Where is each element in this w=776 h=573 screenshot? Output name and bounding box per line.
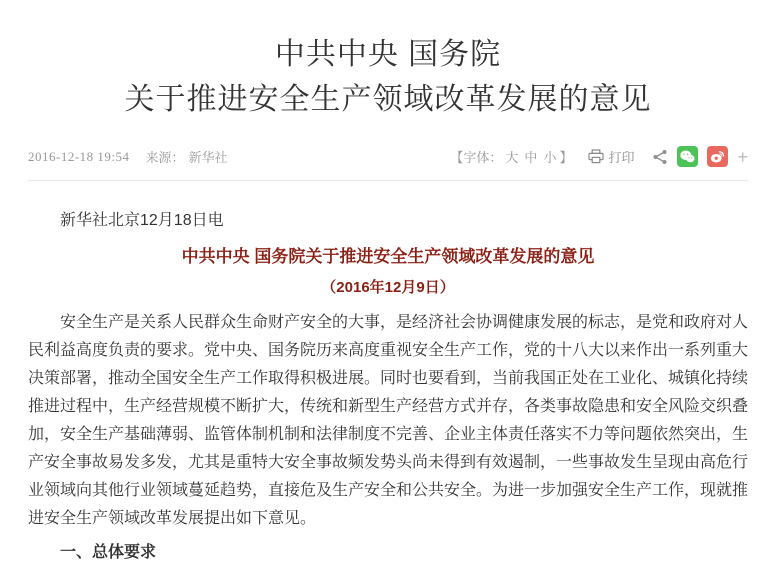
font-size-bracket-open: 【字体：	[450, 150, 503, 165]
page-title-line1: 中共中央 国务院	[274, 38, 502, 71]
publish-datetime: 2016-12-18 19:54	[28, 148, 130, 164]
page-title	[28, 32, 748, 122]
font-size-small-button[interactable]: 小	[543, 150, 557, 165]
intro-paragraph: 安全生产是关系人民群众生命财产安全的大事，是经济社会协调健康发展的标志，是党和政府对人民利益高度负责的要求。党中央、国务院历来高度重视安全生产工作，党的十八大以来作出一系列重大决策部署，推动全国安全生产工作取得积极进展。同时也要看到，当前我国正处在工业化、城镇化持续推进过程中，生产经营规模不断扩大，传统和新型生产经营方式并存，各类事故隐患和安全风险交织叠加，安全生产基础薄弱、监管体制机制和法律制度不完善、企业主体责任落实不力等问题依然突出，生产安全事故易发多发，尤其是重特大安全事故频发势头尚未得到有效遏制，一些事故发生呈现由高危行业领域向其他行业领域蔓延趋势，直接危及生产安全和公共安全。为进一步加强安全生产工作，现就推进安全生产领域改革发展提出如下意见。	[28, 314, 749, 527]
more-share-button[interactable]	[737, 148, 748, 166]
wechat-share-button[interactable]	[677, 146, 698, 167]
share-nodes-icon	[652, 149, 668, 165]
weibo-icon	[710, 150, 725, 163]
printer-icon	[588, 149, 604, 164]
source-value: 新华社	[188, 150, 228, 165]
article-meta-bar	[28, 146, 748, 167]
page-title-line2: 关于推进安全生产领域改革发展的意见	[124, 83, 652, 116]
font-size-control	[450, 147, 572, 166]
font-size-bracket-close: 】	[559, 150, 573, 165]
weibo-share-button[interactable]	[707, 146, 728, 167]
print-label: 打印	[608, 150, 635, 165]
print-button[interactable]	[588, 147, 634, 166]
article-page	[0, 32, 776, 573]
font-size-medium-button[interactable]: 中	[524, 150, 538, 165]
meta-left-group	[28, 147, 228, 166]
share-button[interactable]	[652, 149, 668, 165]
share-buttons-group	[652, 146, 748, 167]
plus-icon: +	[737, 146, 748, 167]
article-body	[28, 181, 748, 567]
meta-right-group	[450, 146, 748, 167]
document-title: 中共中央 国务院关于推进安全生产领域改革发展的意见	[181, 247, 595, 266]
section-1-heading: 一、总体要求	[60, 544, 157, 561]
document-date: （2016年12月9日）	[321, 279, 455, 296]
news-dateline: 新华社北京12月18日电	[60, 212, 224, 229]
font-size-large-button[interactable]: 大	[505, 150, 519, 165]
source-label: 来源：	[145, 150, 185, 165]
wechat-icon	[680, 150, 695, 163]
